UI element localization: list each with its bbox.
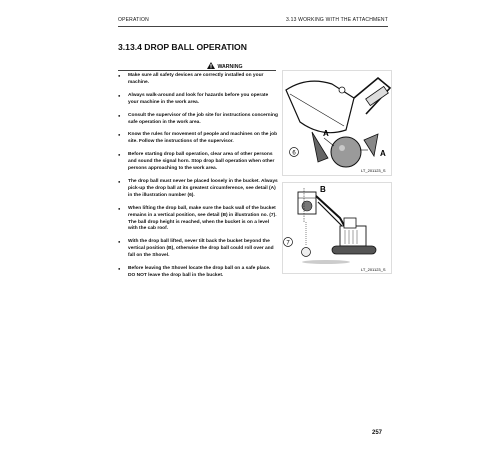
figure-shovel-lift [282,182,392,274]
list-item: ● Know the rules for movement of people and machines on the job site. Follow the instructions of the supervisor. [118,132,278,146]
header-left: OPERATION [118,17,149,23]
header-divider [118,26,388,27]
figure-code: LT_201123_S [361,168,386,173]
detail-label: A [323,129,329,138]
shovel-lift-illustration [282,182,392,274]
warning-divider [118,70,276,71]
list-item: ● Make sure all safety devices are correctly installed on your machine. [118,73,278,87]
detail-label: A [380,149,386,158]
list-item: ● Before starting drop ball operation, clear area of other persons and sound the signal horn. Stop drop ball operation when other persons approaching to the work area. [118,152,278,173]
list-item: ● The drop ball must never be placed loosely in the bucket. Always pick-up the drop ball at its greatest circumference, see detail (A) in the illustration number (6). [118,179,278,200]
list-item: ● Before leaving the Shovel locate the drop ball on a safe place. DO NOT leave the drop ball in the bucket. [118,266,278,280]
figure-number-label: 6 [292,150,296,157]
section-title: 3.13.4 DROP BALL OPERATION [118,42,247,52]
bucket-ball-illustration [282,70,392,176]
list-item: ● When lifting the drop ball, make sure the back wall of the bucket remains in a vertical position, see detail (B) in illustration no. (7). The ball drop height is reached, when the bucket is on a level with the cab roof. [118,206,278,234]
list-item: ● With the drop ball lifted, never tilt back the bucket beyond the vertical position (B), otherwise the drop ball could roll over and fall on the Shovel. [118,239,278,260]
safety-list [118,73,278,286]
page-number: 257 [372,430,383,436]
header-right: 3.13 WORKING WITH THE ATTACHMENT [286,17,388,23]
list-item: ● Consult the supervisor of the job site for instructions concerning safe operation in the work area. [118,113,278,127]
detail-label: B [320,185,326,194]
warning-heading [175,62,275,70]
figure-code: LT_201123_S [361,267,386,272]
figure-number-label: 7 [286,240,290,247]
warning-triangle-icon [207,62,215,69]
warning-label: WARNING [217,64,243,70]
list-item: ● Always walk-around and look for hazards before you operate your machine in the work area. [118,93,278,107]
figure-bucket-ball [282,70,392,176]
